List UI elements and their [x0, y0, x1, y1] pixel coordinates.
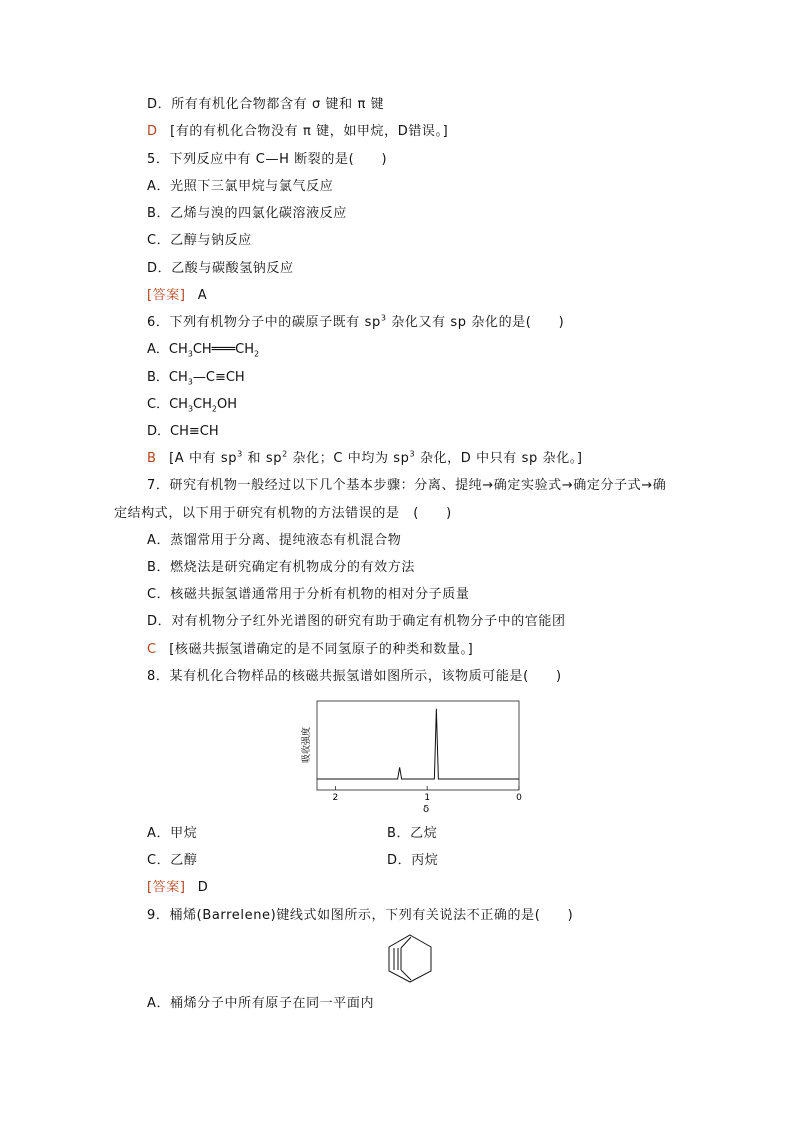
q6-answer-letter: B [147, 451, 156, 466]
q8-answer-label: [答案] [147, 880, 186, 895]
q7-stem-line2: 定结构式，以下用于研究有机物的方法错误的是 ( ) [114, 506, 452, 521]
q6-explanation: [A 中有 $sp^3$ 和 $sp^2$ 杂化；C 中均为 $sp^3$ 杂化，D 中只有 sp 杂化。] [169, 449, 583, 466]
q7-option-c: C．核磁共振氢谱通常用于分析有机物的相对分子质量 [147, 587, 470, 602]
plot-frame [317, 701, 519, 790]
x-axis-label: δ [422, 804, 430, 815]
x-tick-label: 1 [424, 793, 431, 803]
barrelene-bridge-top [401, 937, 411, 948]
q5-option-c: C．乙醇与钠反应 [147, 233, 252, 248]
q7-option-b: B．燃烧法是研究确定有机物成分的有效方法 [147, 560, 415, 575]
y-axis-label: 吸收强度 [302, 726, 312, 764]
q7-option-d: D．对有机物分子红外光谱图的研究有助于确定有机物分子中的官能团 [147, 614, 566, 629]
q7-option-a: A．蒸馏常用于分离、提纯液态有机混合物 [147, 533, 402, 548]
q8-answer-value: D [197, 880, 208, 895]
q8-stem: 8．某有机化合物样品的核磁共振氢谱如图所示，该物质可能是( ) [147, 669, 562, 684]
barrelene-hexagon [389, 935, 431, 982]
q5-option-d: D．乙酸与碳酸氢钠反应 [147, 261, 294, 276]
q5-stem: 5．下列反应中有 C—H 断裂的是( ) [147, 152, 388, 167]
q7-answer [147, 641, 473, 659]
q6-option-a: A．$CH_3CH═══CH_2$ [147, 342, 260, 359]
q7-explanation: [核磁共振氢谱确定的是不同氢原子的种类和数量。] [169, 642, 474, 657]
q6-option-d: D．CH≡CH [147, 424, 219, 439]
q4-explanation: [有的有机化合物没有 π 键，如甲烷，D错误。] [170, 124, 449, 139]
nmr-chart [295, 695, 535, 815]
q6-stem: 6．下列有机物分子中的碳原子既有 $sp^3$ 杂化又有 sp 杂化的是( ) [147, 313, 565, 330]
x-tick-label: 0 [516, 793, 522, 803]
q5-answer [147, 287, 207, 305]
q8-option-a: A．甲烷 [147, 826, 198, 841]
q6-option-c: C．$CH_3CH_2OH$ [147, 397, 237, 414]
q5-option-b: B．乙烯与溴的四氯化碳溶液反应 [147, 206, 347, 221]
q4-answer [147, 123, 448, 141]
q5-answer-value: A [197, 288, 207, 303]
q5-option-a: A．光照下三氯甲烷与氯气反应 [147, 179, 334, 194]
q7-stem-line1: 7．研究有机物一般经过以下几个基本步骤：分离、提纯→确定实验式→确定分子式→确 [147, 478, 667, 493]
q6-option-b: B．$CH_3—C\equiv CH$ [147, 370, 245, 387]
q8-answer [147, 879, 208, 897]
q4-option-d: D．所有有机化合物都含有 σ 键和 π 键 [147, 97, 385, 112]
q4-answer-letter: D [147, 124, 158, 139]
spectrum-line [317, 709, 519, 779]
q8-option-d: D．丙烷 [387, 853, 439, 868]
barrelene-structure [384, 933, 436, 983]
q6-answer [147, 450, 583, 468]
x-tick-label: 2 [332, 793, 339, 803]
q9-option-a: A．桶烯分子中所有原子在同一平面内 [147, 996, 375, 1011]
q9-stem: 9．桶烯(Barrelene)键线式如图所示，下列有关说法不正确的是( ) [147, 908, 574, 923]
q7-answer-letter: C [147, 642, 157, 657]
q8-option-c: C．乙醇 [147, 853, 198, 868]
q5-answer-label: [答案] [147, 288, 186, 303]
q8-option-b: B．乙烷 [387, 826, 438, 841]
